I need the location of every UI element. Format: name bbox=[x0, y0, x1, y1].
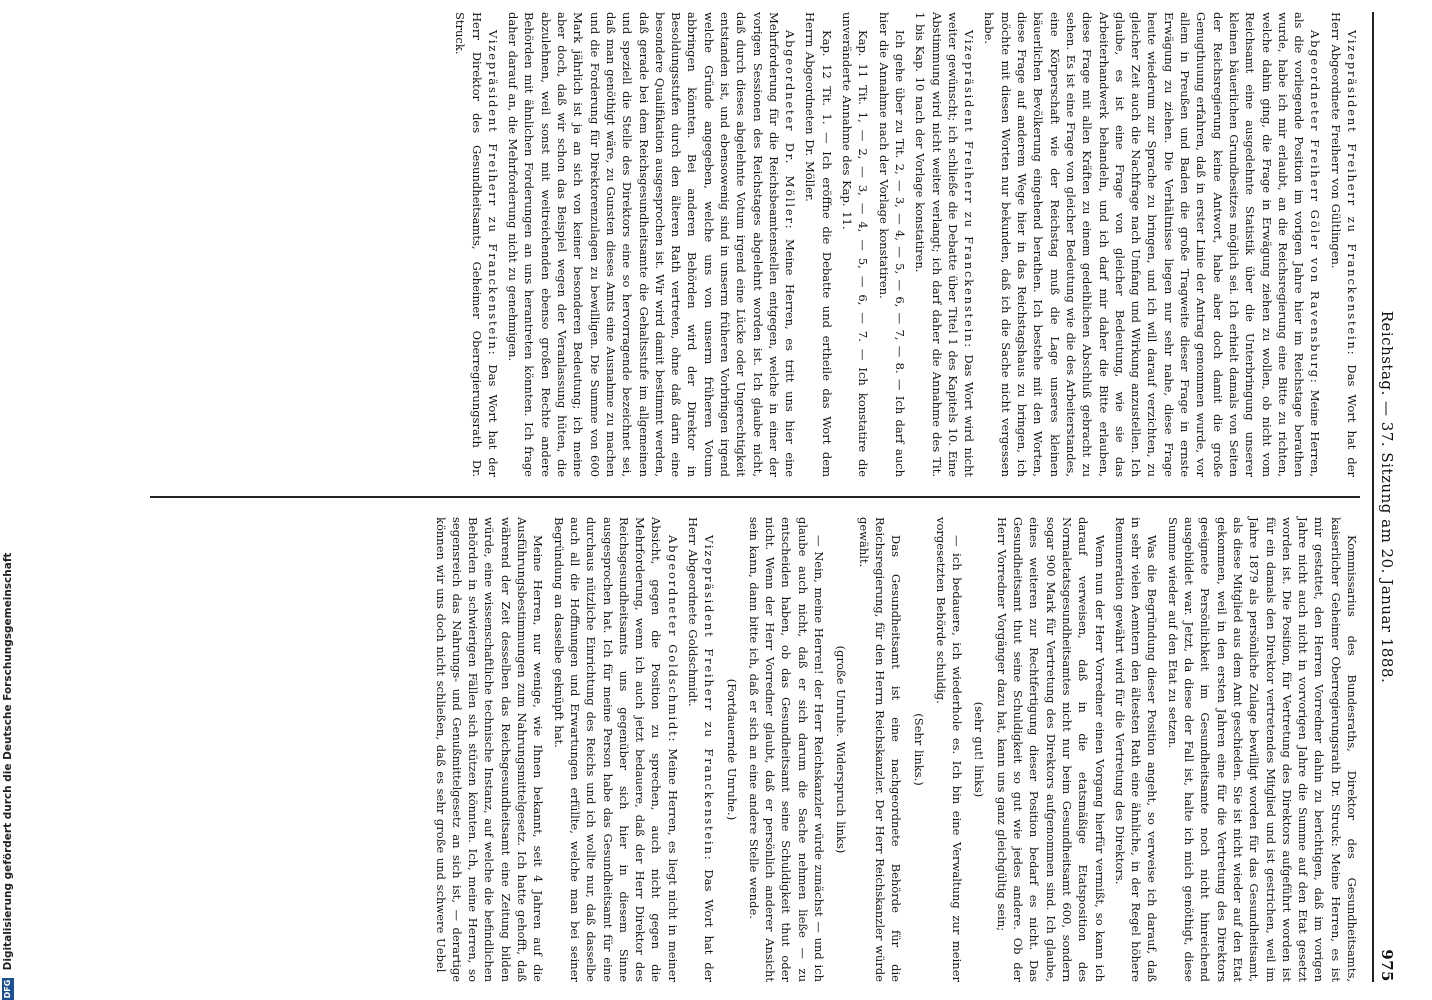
speech-text: Das Wort hat der Herr Abgeordnete Freiherr von Gültlingen. bbox=[1328, 12, 1359, 477]
page-header bbox=[1374, 12, 1400, 982]
right-column bbox=[428, 517, 1360, 982]
text-paragraph: Ich gehe über zu Tit. 2, — 3, — 4, — 5, — 6, — 7, — 8. — Ich darf auch hier die Annahme nach der Vorlage konstatiren. bbox=[876, 12, 907, 477]
document-page bbox=[100, 12, 1400, 982]
speech-text: Das Wort hat der Herr Abgeordnete Goldschmidt. bbox=[686, 517, 717, 982]
stage-direction: (sehr gut! links) bbox=[972, 701, 987, 798]
speaker-name: Abgeordneter Dr. Möller: bbox=[783, 30, 798, 231]
page-number: 975 bbox=[1378, 949, 1396, 982]
text-paragraph: Kommissarius des Bundesraths, Direktor des Gesundheitsamts, kaiserlicher Geheimer Oberregierungsrath Dr. Struck: Meine Herren, es ist mir gestattet, den Herren Vorredner dahin zu berichtigen, daß im vorigen Jahre nicht auch nicht in vorvorigen Jahre die Summe auf den Etat gesetzt worden ist. Die Position, für Vertretung des Direktors aufgeführt worden ist für ein damals den Direktor vertretendes Mitglied und ist gestrichen, weil im Jahre 1879 als persönliche Zulage bewilligt worden für das Gesundheitsamt, als diese Mitglied aus dem Amt geschieden. Sie ist nicht wieder auf den Etat gekommen, weil in den ersten Jahren eine für die Vertretung des Direktors geeignete Persönlichkeit im Gesundheitsamte noch nicht hinreichend ausgebildet war. Jetzt, da diese der Fall ist, halte ich mich genöthigt, diese Summe wieder auf den Etat zu setzen. bbox=[1165, 517, 1359, 982]
speaker-name: Vizepräsident Freiherr zu Franckenstein: bbox=[485, 30, 500, 357]
speech-text: Meine Herren, es tritt uns hier eine Mehrforderung für die Reichsbeamtenstellen entgegen, welche in einer der vorigen Sessionen des Reichstages abgelehnt worden ist. Ich glaube nicht, daß durch dieses abgelehnte Votum irgend eine Lücke oder Ungerechtigkeit entstanden ist, und ebensowenig sind in unserm früheren Vorbringen irgend welche Gründe angegeben, welche uns von unserm früheren Votum abbringen könnten. Bei anderen Behörden wird der Direktor in Besoldungsstufen durch den älteren Rath vertreten, ohne daß darin eine besondere Qualifikation ausgesprochen ist. Wir wird damit bestimmt werden, daß gerade bei dem Reichsgesundheitsamte die Gehaltsstufe im allgemeinen und speziell die Stelle des Direktors eine so hervorragende bezeichnet sei, daß man genöthigt wäre, zu Gunsten dieses Amts eine Ausnahme zu machen und die Forderung für Direktorenzulagen zu bewilligen. Die Summe von 600 Mark jährlich ist ja an sich von keiner besonderen Bedeutung; ich meine aber doch, daß wir schon das Beispiel wegen der Veranlassung hüten, die abzulehnen, weil sonst mit weitreichenden ebenso großen Rechte andere Behörden mit ähnlichen Forderungen an uns herantreten könnten. Ich frage daher darauf an, die Mehrforderung nicht zu genehmigen. bbox=[506, 12, 798, 477]
text-paragraph: Wenn nun der Herr Vorredner einen Vorgang hierfür vermißt, so kann ich darauf verweisen, daß in die etatsmäßige Etatsposition des Normaletatsgesundheitsamtes nicht nur beim Gesundheitsamt 600, sondern sogar 900 Mark für Vertretung des Direktors aufgenommen sind. Ich glaube, eines weiteren zur Rechtfertigung dieser Position bedarf es nicht. Das Gesundheitsamt thut seine Schuldigkeit so gut wie jedes andere. Ob der Herr Vorredner Vorgänger dazu hat, kann uns ganz gleichgültig sein; bbox=[994, 517, 1107, 982]
speech-paragraph bbox=[685, 517, 718, 982]
speech-paragraph bbox=[912, 12, 977, 477]
left-column bbox=[448, 12, 1360, 477]
speaker-name: Abgeordneter Goldschmidt: bbox=[665, 535, 680, 744]
dfg-logo: DFG bbox=[3, 979, 12, 999]
text-paragraph: — ich bedauere, ich wiederhole es. Ich bin eine Verwaltung zur meiner vorgesetzten Behörde schuldig. bbox=[933, 517, 965, 982]
text-paragraph: Meine Herren, nur wenige, wie Ihnen bekannt, seit 4 Jahren auf die Ausführungsbestimmungen zum Nahrungsmittelgesetz. Ich hatte gehofft, daß während der Zeit desselben das Reichsgesundheitsamt eine Zeitung bilden würde, eine wissenschaftliche technische Instanz, auf welche die befindlichen Behörden in schwierigen Fällen sich stützen könnten. Ich, meine Herren, so segensreich das Nahrungs- und Genußmittelgesetz an sich ist, — derartige können wir uns doch nicht schließen, daß es sehr große und schwere Uebel bbox=[433, 517, 546, 982]
stage-direction: (Fortdauernde Unruhe.) bbox=[724, 678, 739, 821]
text-paragraph: Das Gesundheitsamt ist eine nachgeordnete Behörde für die Reichsregierung, für den Herrn Reichskanzler. Der Herr Reichskanzler würde gewählt. bbox=[856, 517, 904, 982]
speaker-name: Vizepräsident Freiherr zu Franckenstein: bbox=[702, 535, 717, 862]
speech-paragraph bbox=[1327, 12, 1360, 477]
speech-text: Das Wort hat der Herr Direktor des Gesundheitsamts, Geheimer Oberregierungsrath Dr. Struck. bbox=[453, 12, 500, 477]
speech-paragraph bbox=[452, 12, 501, 477]
text-paragraph: Was die Begründung dieser Position angeht, so verweise ich darauf, daß in sehr vielen Aemtern den ältesten Rath eine ähnliche, in der Regel höhere Remuneration gewährt wird für die Vertretung des Direktors. bbox=[1112, 517, 1160, 982]
speech-text: Meine Herren, als die vorliegende Position im vorigen Jahre hier im Reichstage berathen wurde, habe ich mir erlaubt, an die Reichsregierung eine Bitte zu richten, welche dahin ging, die Frage in Erwägung ziehen zu wollen, ob nicht vom Reichsamt eine ausgedehnte Statistik über die Unterbringung unserer kleinen bäuerlichen Grundbesitzes möglich sei. Ich erhielt damals von Seiten der Reichsregierung keine Antwort, habe aber doch damit die große Genugthuung erfahren, daß in erster Linie der Antrag genommen wurde, vor allem in Preußen und Baden die große Tragweite dieser Frage in ernste Erwägung zu ziehen. Die Verhältnisse liegen nur sehr nahe, diese Frage heute wiederum zur Sprache zu bringen, und ich will darauf verzichten, zu gleicher Zeit auch die Nachfrage nach Umfang und Wirkung anzustellen. Ich glaube, es ist eine Frage von gleicher Bedeutung, wie sie das Arbeiterhandwerk behandeln, und ich darf mir daher die Bitte erlauben, diese Frage mit allen Kräften zu einem gedeihlichen Abschluß gebracht zu sehen. Es ist eine Frage von gleicher Bedeutung wie die des Arbeiterstandes, eine Körperschaft wie der Reichstag muß die Lage unseres kleinen bäuerlichen Bevölkerung eingehend berathen. Ich bestehe mit den Worten, diese Frage auf anderem Wege hier in das Reichstagshaus zu bringen, ich möchte mit diesen Worten nur bekunden, daß ich die Sache nicht vergessen habe. bbox=[982, 12, 1323, 478]
column-divider bbox=[150, 496, 1360, 498]
text-paragraph: Kap. 11 Tit. 1, — 2, — 3, — 4, — 5, — 6, — 7. — Ich konstatire die unveränderte Annahme des Kap. 11. bbox=[840, 12, 871, 477]
footer-text: Digitalisierung gefördert durch die Deutsche Forschungsgemeinschaft bbox=[2, 552, 14, 971]
header-rule bbox=[1372, 12, 1374, 982]
speaker-name: Abgeordneter Freiherr Göler von Ravensburg: bbox=[1308, 30, 1323, 385]
speech-paragraph bbox=[550, 517, 680, 982]
speech-text: Das Wort wird nicht weiter gewünscht; ich schließe die Debatte über Titel 1 des Kapitels 10. Eine Abstimmung wird nicht weiter verlangt; ich darf daher die Annahme des Tit. 1 bis Kap. 10 nach der Vorlage konstatiren. bbox=[913, 12, 977, 477]
speech-text: Meine Herren, es liegt nicht in meiner Absicht, gegen die Position zu sprechen, auch nicht gegen die Mehrforderung, wenn ich auch jetzt bedauere, daß der Herr Direktor des Reichsgesundheitsamts uns gegenüber sich hier in diesem Sinne ausgesprochen hat. Ich für meine Person habe das Gesundheitsamt für eine durchaus nützliche Einrichtung des Reichs und ich wollte nur, daß dasselbe auch all die Hoffnungen und Erwartungen erfüllte, welche man bei seiner Begründung an dasselbe geknüpft hat. bbox=[551, 517, 680, 982]
text-paragraph: — Nein, meine Herren! der Herr Reichskanzler würde zunächst — und ich glaube auch nicht, daß er sich darum die Sache nehmen ließe — zu entscheiden haben, ob das Gesundheitsamt seine Schuldigkeit thut oder nicht. Wenn der Herr Vorredner glaubt, daß er persönlich anderer Ansicht sein kann, dann bitte ich, daß er sich an eine andere Stelle wende. bbox=[746, 517, 827, 982]
speech-paragraph bbox=[981, 12, 1323, 477]
stage-direction: (Sehr links.) bbox=[911, 713, 926, 786]
text-paragraph: Kap. 12 Tit. 1. — Ich eröffne die Debatte und ertheile das Wort dem Herrn Abgeordneten Dr. Möller. bbox=[803, 12, 834, 477]
stage-direction: (große Unruhe. Widerspruch links) bbox=[834, 645, 849, 854]
speaker-name: Vizepräsident Freiherr zu Franckenstein: bbox=[1345, 30, 1359, 357]
digitization-footer bbox=[2, 0, 16, 1000]
speaker-name: Vizepräsident Freiherr zu Franckenstein: bbox=[962, 30, 977, 349]
header-title: Reichstag. — 37. Sitzung am 20. Januar 1888. bbox=[1378, 310, 1396, 684]
speech-paragraph bbox=[505, 12, 798, 477]
